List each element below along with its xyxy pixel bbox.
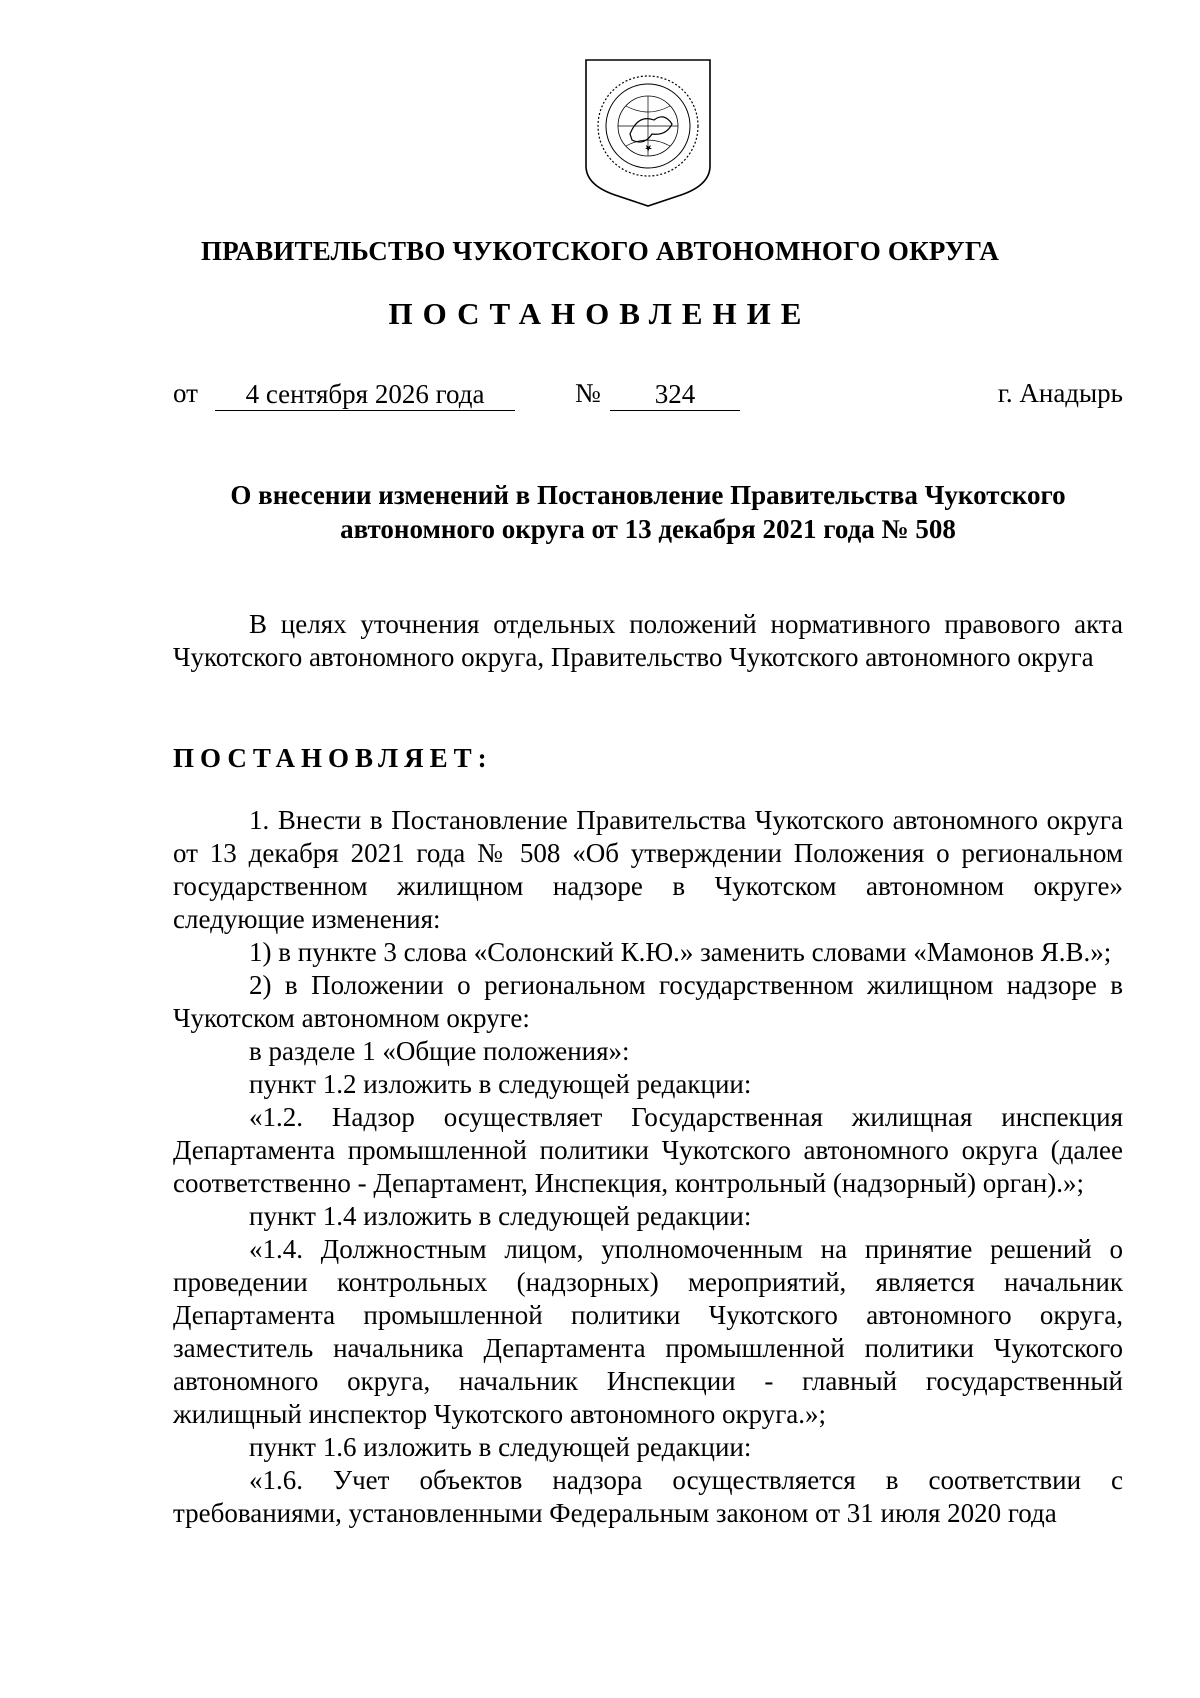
subject-line-2: автономного округа от 13 декабря 2021 года № 508 [340, 514, 956, 544]
document-number [610, 378, 740, 411]
preamble-paragraph: В целях уточнения отдельных положений нормативного правового акта Чукотского автономного округа, Правительство Чукотского автономного округа [173, 609, 1123, 672]
document-subject [173, 478, 1123, 546]
document-type-title: ПОСТАНОВЛЕНИЕ [388, 296, 812, 331]
paragraph-2: 1) в пункте 3 слова «Солонский К.Ю.» заменить словами «Мамонов Я.В.»; [249, 937, 1112, 967]
document-city: г. Анадырь [997, 378, 1123, 408]
paragraph-5: пункт 1.2 изложить в следующей редакции: [249, 1069, 752, 1099]
subject-line-1: О внесении изменений в Постановление Правительства Чукотского [230, 480, 1066, 510]
body-paragraphs [173, 804, 1123, 1530]
paragraph-8: «1.4. Должностным лицом, уполномоченным на принятие решений о проведении контрольных (надзорных) мероприятий, является начальник Департамента промышленной политики Чукотского автономного округа, заместитель начальника Департамента промышленной политики Чукотского автономного округа, начальник Инспекции - главный государственный жилищный инспектор Чукотского автономного округа.»; [173, 1234, 1123, 1429]
decree-heading: ПОСТАНОВЛЯЕТ: [173, 743, 493, 773]
paragraph-1: 1. Внести в Постановление Правительства Чукотского автономного округа от 13 декабря 2021 года № 508 «Об утверждении Положения о региональном государственном жилищном надзоре в Чукотском автономном округе» следующие изменения: [173, 805, 1123, 934]
paragraph-7: пункт 1.4 изложить в следующей редакции: [249, 1201, 752, 1231]
paragraph-6: «1.2. Надзор осуществляет Государственная жилищная инспекция Департамента промышленной политики Чукотского автономного округа (далее соответственно - Департамент, Инспекция, контрольный (надзорный) орган).»; [173, 1102, 1123, 1198]
paragraph-4: в разделе 1 «Общие положения»: [249, 1036, 630, 1066]
date-prefix: от [173, 378, 198, 408]
organization-title: ПРАВИТЕЛЬСТВО ЧУКОТСКОГО АВТОНОМНОГО ОКРУГА [200, 236, 1000, 266]
document-meta-row [173, 378, 1123, 418]
document-number-value: 324 [654, 379, 696, 409]
coat-of-arms-emblem [582, 56, 714, 208]
paragraph-9: пункт 1.6 изложить в следующей редакции: [249, 1432, 752, 1462]
preamble-block [173, 608, 1123, 674]
document-date [215, 378, 515, 411]
document-date-value: 4 сентября 2026 года [245, 379, 485, 409]
paragraph-3: 2) в Положении о региональном государственном жилищном надзоре в Чукотском автономном округе: [173, 970, 1123, 1033]
number-label: № [575, 378, 601, 408]
paragraph-10: «1.6. Учет объектов надзора осуществляется в соответствии с требованиями, установленными Федеральным законом от 31 июля 2020 года [173, 1465, 1123, 1528]
